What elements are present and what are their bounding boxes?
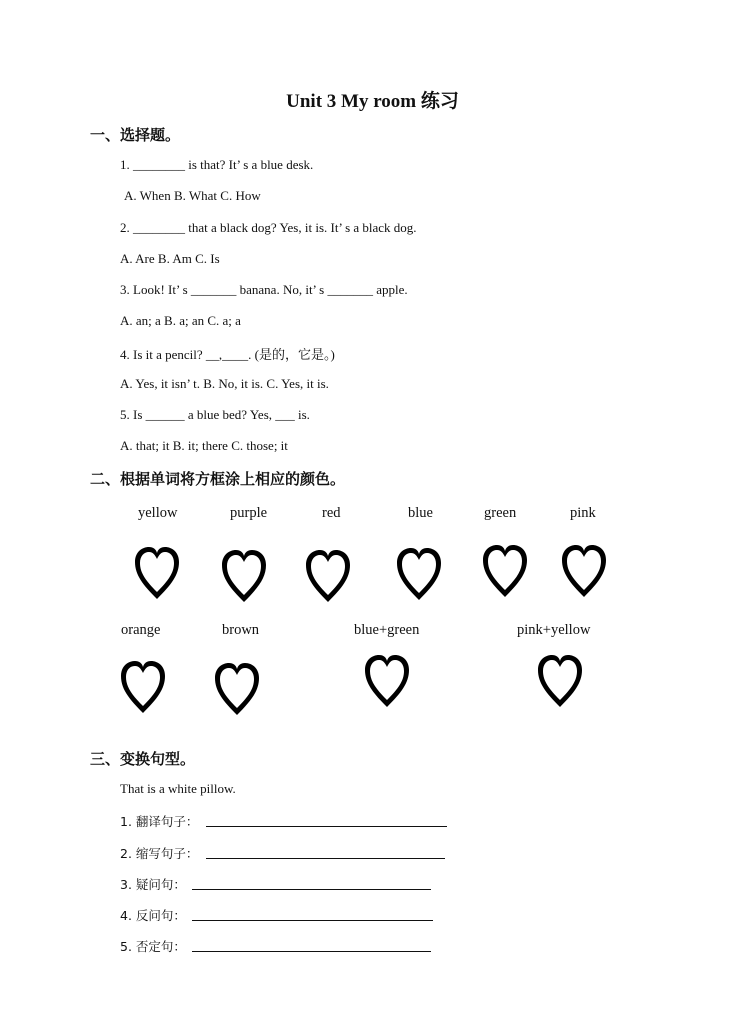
- transform-item-5-label: 5. 否定句：: [120, 939, 186, 954]
- heart-icon-yellow[interactable]: [133, 545, 181, 601]
- heart-icon-blue-green[interactable]: [363, 653, 411, 709]
- color-label-blue-green: blue+green: [354, 622, 420, 638]
- color-label-yellow: yellow: [138, 505, 178, 521]
- question-4: 4. Is it a pencil? __,____. (是的，它是。): [120, 347, 335, 362]
- question-1-options: A. When B. What C. How: [124, 188, 261, 203]
- heart-icon-pink-yellow[interactable]: [536, 653, 584, 709]
- base-sentence: That is a white pillow.: [120, 781, 236, 796]
- question-3-options: A. an; a B. a; an C. a; a: [120, 313, 241, 328]
- heart-icon-blue[interactable]: [395, 546, 443, 602]
- transform-item-5-answer-line[interactable]: [192, 938, 431, 952]
- section-3-heading: 三、变换句型。: [90, 750, 196, 768]
- color-label-purple: purple: [230, 505, 268, 521]
- section-2-heading: 二、根据单词将方框涂上相应的颜色。: [90, 470, 346, 488]
- color-label-pink-yellow: pink+yellow: [517, 622, 591, 638]
- transform-item-3-answer-line[interactable]: [192, 876, 431, 890]
- heart-icon-pink[interactable]: [560, 543, 608, 599]
- heart-icon-green[interactable]: [481, 543, 529, 599]
- transform-item-2-label: 2. 缩写句子：: [120, 846, 199, 861]
- transform-item-4-label: 4. 反问句：: [120, 908, 186, 923]
- transform-item-1-label: 1. 翻译句子：: [120, 814, 199, 829]
- heart-icon-orange[interactable]: [119, 659, 167, 715]
- heart-icon-red[interactable]: [304, 548, 352, 604]
- section-1-heading: 一、选择题。: [90, 126, 181, 144]
- color-label-green: green: [484, 505, 517, 521]
- transform-item-1-answer-line[interactable]: [206, 813, 447, 827]
- question-2-options: A. Are B. Am C. Is: [120, 251, 220, 266]
- color-label-blue: blue: [408, 505, 433, 521]
- question-5-options: A. that; it B. it; there C. those; it: [120, 438, 288, 453]
- color-label-red: red: [322, 505, 341, 521]
- question-1: 1. ________ is that? It’ s a blue desk.: [120, 157, 314, 172]
- question-5: 5. Is ______ a blue bed? Yes, ___ is.: [120, 407, 310, 422]
- transform-item-3-label: 3. 疑问句：: [120, 877, 186, 892]
- question-3: 3. Look! It’ s _______ banana. No, it’ s _______ apple.: [120, 282, 408, 297]
- question-2: 2. ________ that a black dog? Yes, it is. It’ s a black dog.: [120, 220, 417, 235]
- color-label-brown: brown: [222, 622, 260, 638]
- color-label-pink: pink: [570, 505, 596, 521]
- transform-item-2-answer-line[interactable]: [206, 845, 445, 859]
- transform-item-4-answer-line[interactable]: [192, 907, 433, 921]
- color-label-orange: orange: [121, 622, 161, 638]
- page-title: Unit 3 My room 练习: [286, 91, 459, 112]
- question-4-options: A. Yes, it isn’ t. B. No, it is. C. Yes, it is.: [120, 376, 329, 391]
- heart-icon-purple[interactable]: [220, 548, 268, 604]
- heart-icon-brown[interactable]: [213, 661, 261, 717]
